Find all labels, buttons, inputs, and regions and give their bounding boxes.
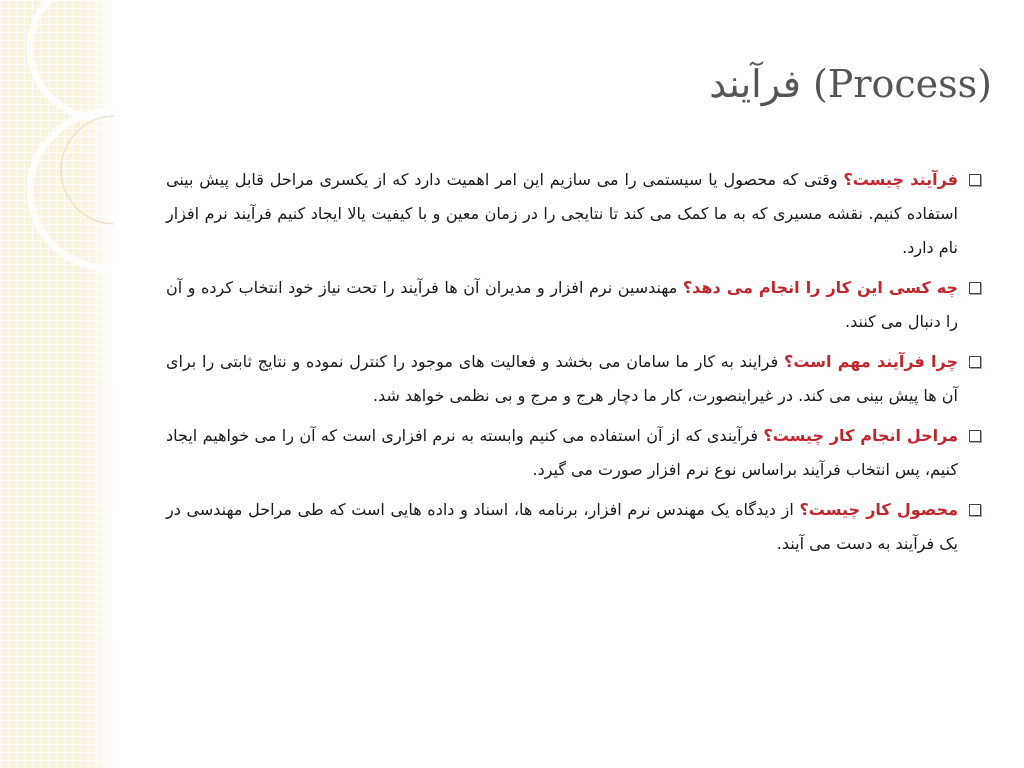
item-text: فرآیندی که از آن استفاده می کنیم وابسته به نرم افزاری است که آن را می خواهیم ایجاد کنیم، پس انتخاب فرآیند براساس نوع نرم افزار صورت می گیرد. bbox=[166, 426, 958, 479]
item-question: چرا فرآیند مهم است؟ bbox=[784, 352, 958, 371]
item-text: از دیدگاه یک مهندس نرم افزار، برنامه ها، اسناد و داده هایی است که طی مراحل مهندسی در یک فرآیند به دست می آیند. bbox=[166, 500, 958, 553]
item-question: محصول کار چیست؟ bbox=[799, 500, 959, 519]
item-text: مهندسین نرم افزار و مدیران آن ها فرآیند را تحت نیاز خود انتخاب کرده و آن را دنبال می کنند. bbox=[166, 278, 958, 331]
hollow-square-bullet-icon bbox=[969, 174, 981, 186]
decorative-circles bbox=[0, 0, 114, 768]
item-question: چه کسی این کار را انجام می دهد؟ bbox=[682, 278, 959, 297]
bullet-list bbox=[166, 163, 958, 567]
hollow-square-bullet-icon bbox=[969, 504, 981, 516]
hollow-square-bullet-icon bbox=[969, 430, 981, 442]
list-item bbox=[166, 419, 958, 487]
list-item bbox=[166, 163, 958, 265]
item-text: فرایند به کار ما سامان می بخشد و فعالیت های موجود را کنترل نموده و نتایج ثابتی را برای آن ها پیش بینی می کند. در غیراینصورت، کار ما دچار هرج و مرج و بی نظمی خواهد شد. bbox=[166, 352, 958, 405]
hollow-square-bullet-icon bbox=[969, 282, 981, 294]
list-item bbox=[166, 493, 958, 561]
list-item bbox=[166, 271, 958, 339]
item-text: وقتی که محصول یا سیستمی را می سازیم این امر اهمیت دارد که از یکسری مراحل قابل پیش بینی استفاده کنیم. نقشه مسیری که به ما کمک می کند تا نتایجی را در زمان معین و با کیفیت یالا ایجاد کنیم فرآیند نرم افزار نام دارد. bbox=[166, 170, 958, 257]
list-item bbox=[166, 345, 958, 413]
hollow-square-bullet-icon bbox=[969, 356, 981, 368]
item-question: مراحل انجام کار چیست؟ bbox=[763, 426, 958, 445]
item-question: فرآیند چیست؟ bbox=[843, 170, 959, 189]
slide-title: (Process) فرآیند bbox=[709, 62, 992, 106]
